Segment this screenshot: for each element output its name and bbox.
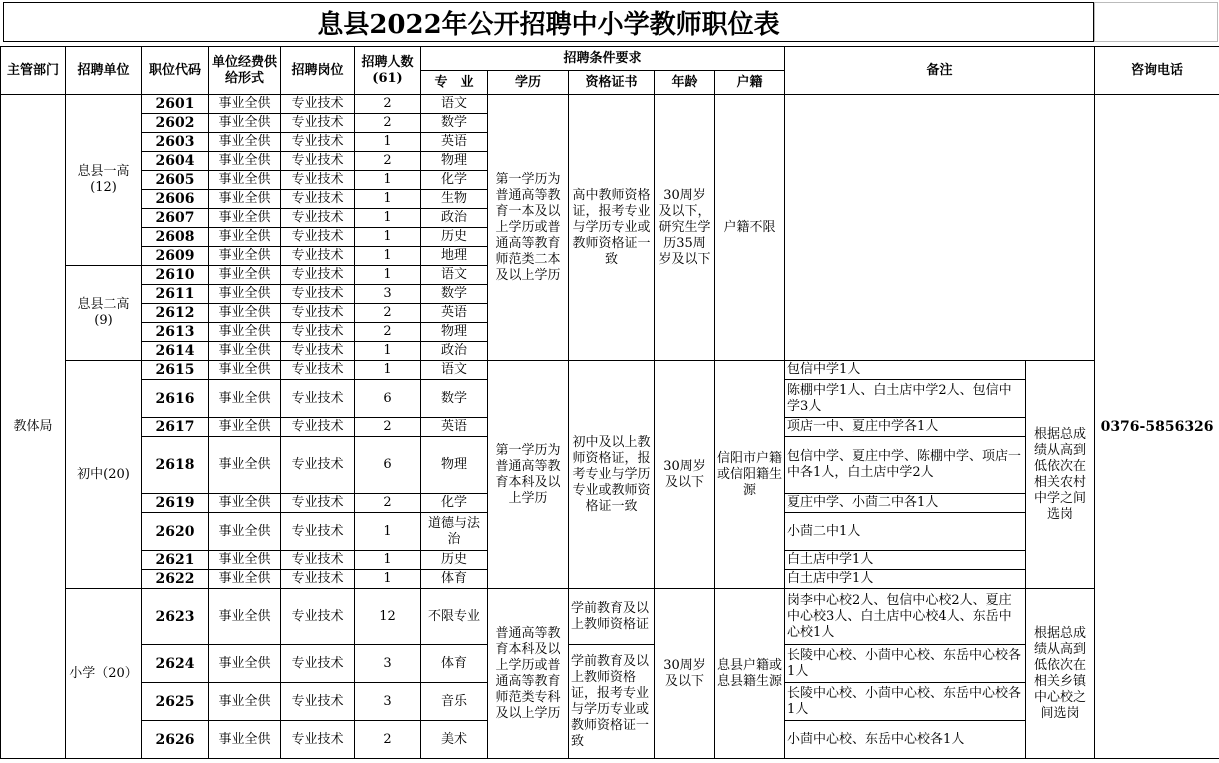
code-cell: 2602 <box>142 114 209 133</box>
certificate-cell: 初中及以上教师资格证，报考专业与学历专业或教师资格证一致 <box>569 361 655 589</box>
unit-cell: 息县一高 (12) <box>66 95 142 266</box>
major-cell: 数学 <box>421 285 488 304</box>
note-cell: 白土店中学1人 <box>785 551 1026 570</box>
funding-cell: 事业全供 <box>209 683 281 721</box>
code-cell: 2601 <box>142 95 209 114</box>
major-cell: 物理 <box>421 437 488 494</box>
note-cell: 岗李中心校2人、包信中心校2人、夏庄中心校3人、白土店中心校4人、东岳中心校1人 <box>785 589 1026 645</box>
post-cell: 专业技术 <box>281 228 355 247</box>
code-cell: 2615 <box>142 361 209 380</box>
post-cell: 专业技术 <box>281 494 355 513</box>
household-cell: 息县户籍或息县籍生源 <box>715 589 785 759</box>
table-row <box>1 589 1219 645</box>
code-cell: 2610 <box>142 266 209 285</box>
count-cell: 3 <box>355 285 421 304</box>
post-cell: 专业技术 <box>281 304 355 323</box>
funding-cell: 事业全供 <box>209 133 281 152</box>
code-cell: 2611 <box>142 285 209 304</box>
household-cell: 信阳市户籍或信阳籍生源 <box>715 361 785 589</box>
count-cell: 1 <box>355 228 421 247</box>
header-household: 户籍 <box>715 71 785 95</box>
post-cell: 专业技术 <box>281 133 355 152</box>
header-post: 招聘岗位 <box>281 47 355 95</box>
code-cell: 2626 <box>142 721 209 759</box>
major-cell: 历史 <box>421 228 488 247</box>
funding-cell: 事业全供 <box>209 247 281 266</box>
post-cell: 专业技术 <box>281 266 355 285</box>
page-title: 息县2022年公开招聘中小学教师职位表 <box>3 2 1094 42</box>
count-cell: 1 <box>355 342 421 361</box>
funding-cell: 事业全供 <box>209 323 281 342</box>
header-code: 职位代码 <box>142 47 209 95</box>
major-cell: 地理 <box>421 247 488 266</box>
phone-cell: 0376-5856326 <box>1095 95 1219 759</box>
major-cell: 美术 <box>421 721 488 759</box>
major-cell: 道德与法治 <box>421 513 488 551</box>
major-cell: 语文 <box>421 95 488 114</box>
funding-cell: 事业全供 <box>209 228 281 247</box>
code-cell: 2617 <box>142 418 209 437</box>
funding-cell: 事业全供 <box>209 513 281 551</box>
post-cell: 专业技术 <box>281 209 355 228</box>
unit-cell: 初中(20) <box>66 361 142 589</box>
post-cell: 专业技术 <box>281 683 355 721</box>
post-cell: 专业技术 <box>281 418 355 437</box>
note-cell: 白土店中学1人 <box>785 570 1026 589</box>
header-conditions: 招聘条件要求 <box>421 47 785 71</box>
code-cell: 2623 <box>142 589 209 645</box>
positions-table <box>0 46 1219 759</box>
funding-cell: 事业全供 <box>209 304 281 323</box>
note-cell: 项店一中、夏庄中学各1人 <box>785 418 1026 437</box>
count-cell: 3 <box>355 683 421 721</box>
count-cell: 6 <box>355 437 421 494</box>
note-cell: 夏庄中学、小茴二中各1人 <box>785 494 1026 513</box>
remarks-cell <box>785 95 1095 361</box>
header-major: 专 业 <box>421 71 488 95</box>
post-cell: 专业技术 <box>281 380 355 418</box>
age-cell: 30周岁及以下，研究生学历35周岁及以下 <box>655 95 715 361</box>
count-cell: 2 <box>355 721 421 759</box>
post-cell: 专业技术 <box>281 721 355 759</box>
count-cell: 1 <box>355 171 421 190</box>
note-cell: 长陵中心校、小茴中心校、东岳中心校各1人 <box>785 645 1026 683</box>
dept-cell: 教体局 <box>1 95 66 759</box>
major-cell: 数学 <box>421 380 488 418</box>
table-row <box>1 95 1219 114</box>
major-cell: 英语 <box>421 304 488 323</box>
note-cell: 陈棚中学1人、白土店中学2人、包信中学3人 <box>785 380 1026 418</box>
major-cell: 体育 <box>421 570 488 589</box>
note-cell: 包信中学1人 <box>785 361 1026 380</box>
code-cell: 2606 <box>142 190 209 209</box>
header-count: 招聘人数(61) <box>355 47 421 95</box>
major-cell: 数学 <box>421 114 488 133</box>
note-cell: 包信中学、夏庄中学、陈棚中学、项店一中各1人，白土店中学2人 <box>785 437 1026 494</box>
code-cell: 2613 <box>142 323 209 342</box>
post-cell: 专业技术 <box>281 551 355 570</box>
count-cell: 2 <box>355 152 421 171</box>
header-phone: 咨询电话 <box>1095 47 1219 95</box>
post-cell: 专业技术 <box>281 361 355 380</box>
post-cell: 专业技术 <box>281 95 355 114</box>
funding-cell: 事业全供 <box>209 589 281 645</box>
major-cell: 音乐 <box>421 683 488 721</box>
funding-cell: 事业全供 <box>209 285 281 304</box>
certificate-cell: 学前教育及以上教师资格证 <box>569 589 655 645</box>
post-cell: 专业技术 <box>281 323 355 342</box>
post-cell: 专业技术 <box>281 437 355 494</box>
count-cell: 1 <box>355 570 421 589</box>
selection-note-cell: 根据总成绩从高到低依次在相关乡镇中心校之间选岗 <box>1026 589 1095 759</box>
count-cell: 1 <box>355 133 421 152</box>
code-cell: 2621 <box>142 551 209 570</box>
count-cell: 12 <box>355 589 421 645</box>
post-cell: 专业技术 <box>281 342 355 361</box>
count-cell: 2 <box>355 323 421 342</box>
count-cell: 1 <box>355 209 421 228</box>
count-cell: 1 <box>355 513 421 551</box>
major-cell: 英语 <box>421 418 488 437</box>
major-cell: 物理 <box>421 323 488 342</box>
code-cell: 2612 <box>142 304 209 323</box>
funding-cell: 事业全供 <box>209 570 281 589</box>
table-row <box>1 361 1219 380</box>
certificate-cell: 高中教师资格证，报考专业与学历专业或教师资格证一致 <box>569 95 655 361</box>
count-cell: 1 <box>355 266 421 285</box>
code-cell: 2622 <box>142 570 209 589</box>
count-cell: 1 <box>355 551 421 570</box>
major-cell: 历史 <box>421 551 488 570</box>
unit-cell: 息县二高 (9) <box>66 266 142 361</box>
age-cell: 30周岁及以下 <box>655 589 715 759</box>
funding-cell: 事业全供 <box>209 437 281 494</box>
count-cell: 3 <box>355 645 421 683</box>
education-cell: 第一学历为普通高等教育本科及以上学历 <box>488 361 569 589</box>
note-cell: 小茴中心校、东岳中心校各1人 <box>785 721 1026 759</box>
funding-cell: 事业全供 <box>209 551 281 570</box>
code-cell: 2614 <box>142 342 209 361</box>
header-education: 学历 <box>488 71 569 95</box>
major-cell: 化学 <box>421 494 488 513</box>
funding-cell: 事业全供 <box>209 380 281 418</box>
age-cell: 30周岁及以下 <box>655 361 715 589</box>
major-cell: 体育 <box>421 645 488 683</box>
code-cell: 2620 <box>142 513 209 551</box>
code-cell: 2619 <box>142 494 209 513</box>
count-cell: 2 <box>355 304 421 323</box>
code-cell: 2605 <box>142 171 209 190</box>
code-cell: 2624 <box>142 645 209 683</box>
major-cell: 语文 <box>421 361 488 380</box>
count-cell: 2 <box>355 494 421 513</box>
funding-cell: 事业全供 <box>209 342 281 361</box>
code-cell: 2608 <box>142 228 209 247</box>
major-cell: 政治 <box>421 209 488 228</box>
header-unit: 招聘单位 <box>66 47 142 95</box>
major-cell: 物理 <box>421 152 488 171</box>
certificate-cell: 学前教育及以上教师资格证，报考专业与学历专业或教师资格证一致 <box>569 645 655 759</box>
education-cell: 第一学历为普通高等教育一本及以上学历或普通高等教育师范类二本及以上学历 <box>488 95 569 361</box>
code-cell: 2604 <box>142 152 209 171</box>
count-cell: 1 <box>355 247 421 266</box>
post-cell: 专业技术 <box>281 247 355 266</box>
header-age: 年龄 <box>655 71 715 95</box>
funding-cell: 事业全供 <box>209 209 281 228</box>
education-cell: 普通高等教育本科及以上学历或普通高等教育师范类专科及以上学历 <box>488 589 569 759</box>
count-cell: 1 <box>355 361 421 380</box>
major-cell: 化学 <box>421 171 488 190</box>
header-funding: 单位经费供给形式 <box>209 47 281 95</box>
funding-cell: 事业全供 <box>209 266 281 285</box>
major-cell: 生物 <box>421 190 488 209</box>
major-cell: 英语 <box>421 133 488 152</box>
count-cell: 2 <box>355 114 421 133</box>
funding-cell: 事业全供 <box>209 171 281 190</box>
household-cell: 户籍不限 <box>715 95 785 361</box>
funding-cell: 事业全供 <box>209 95 281 114</box>
post-cell: 专业技术 <box>281 114 355 133</box>
post-cell: 专业技术 <box>281 570 355 589</box>
unit-cell: 小学（20） <box>66 589 142 759</box>
count-cell: 2 <box>355 95 421 114</box>
post-cell: 专业技术 <box>281 285 355 304</box>
funding-cell: 事业全供 <box>209 190 281 209</box>
code-cell: 2607 <box>142 209 209 228</box>
title-row <box>0 0 1219 46</box>
major-cell: 不限专业 <box>421 589 488 645</box>
header-dept: 主管部门 <box>1 47 66 95</box>
header-remarks: 备注 <box>785 47 1095 95</box>
code-cell: 2603 <box>142 133 209 152</box>
post-cell: 专业技术 <box>281 645 355 683</box>
code-cell: 2618 <box>142 437 209 494</box>
count-cell: 2 <box>355 418 421 437</box>
funding-cell: 事业全供 <box>209 721 281 759</box>
funding-cell: 事业全供 <box>209 645 281 683</box>
code-cell: 2616 <box>142 380 209 418</box>
note-cell: 长陵中心校、小茴中心校、东岳中心校各1人 <box>785 683 1026 721</box>
count-cell: 6 <box>355 380 421 418</box>
selection-note-cell: 根据总成绩从高到低依次在相关农村中学之间选岗 <box>1026 361 1095 589</box>
major-cell: 语文 <box>421 266 488 285</box>
post-cell: 专业技术 <box>281 190 355 209</box>
funding-cell: 事业全供 <box>209 418 281 437</box>
title-empty-cell <box>1094 2 1218 42</box>
funding-cell: 事业全供 <box>209 152 281 171</box>
funding-cell: 事业全供 <box>209 494 281 513</box>
post-cell: 专业技术 <box>281 152 355 171</box>
note-cell: 小茴二中1人 <box>785 513 1026 551</box>
header-certificate: 资格证书 <box>569 71 655 95</box>
code-cell: 2625 <box>142 683 209 721</box>
post-cell: 专业技术 <box>281 513 355 551</box>
post-cell: 专业技术 <box>281 589 355 645</box>
code-cell: 2609 <box>142 247 209 266</box>
count-cell: 1 <box>355 190 421 209</box>
funding-cell: 事业全供 <box>209 361 281 380</box>
post-cell: 专业技术 <box>281 171 355 190</box>
major-cell: 政治 <box>421 342 488 361</box>
funding-cell: 事业全供 <box>209 114 281 133</box>
